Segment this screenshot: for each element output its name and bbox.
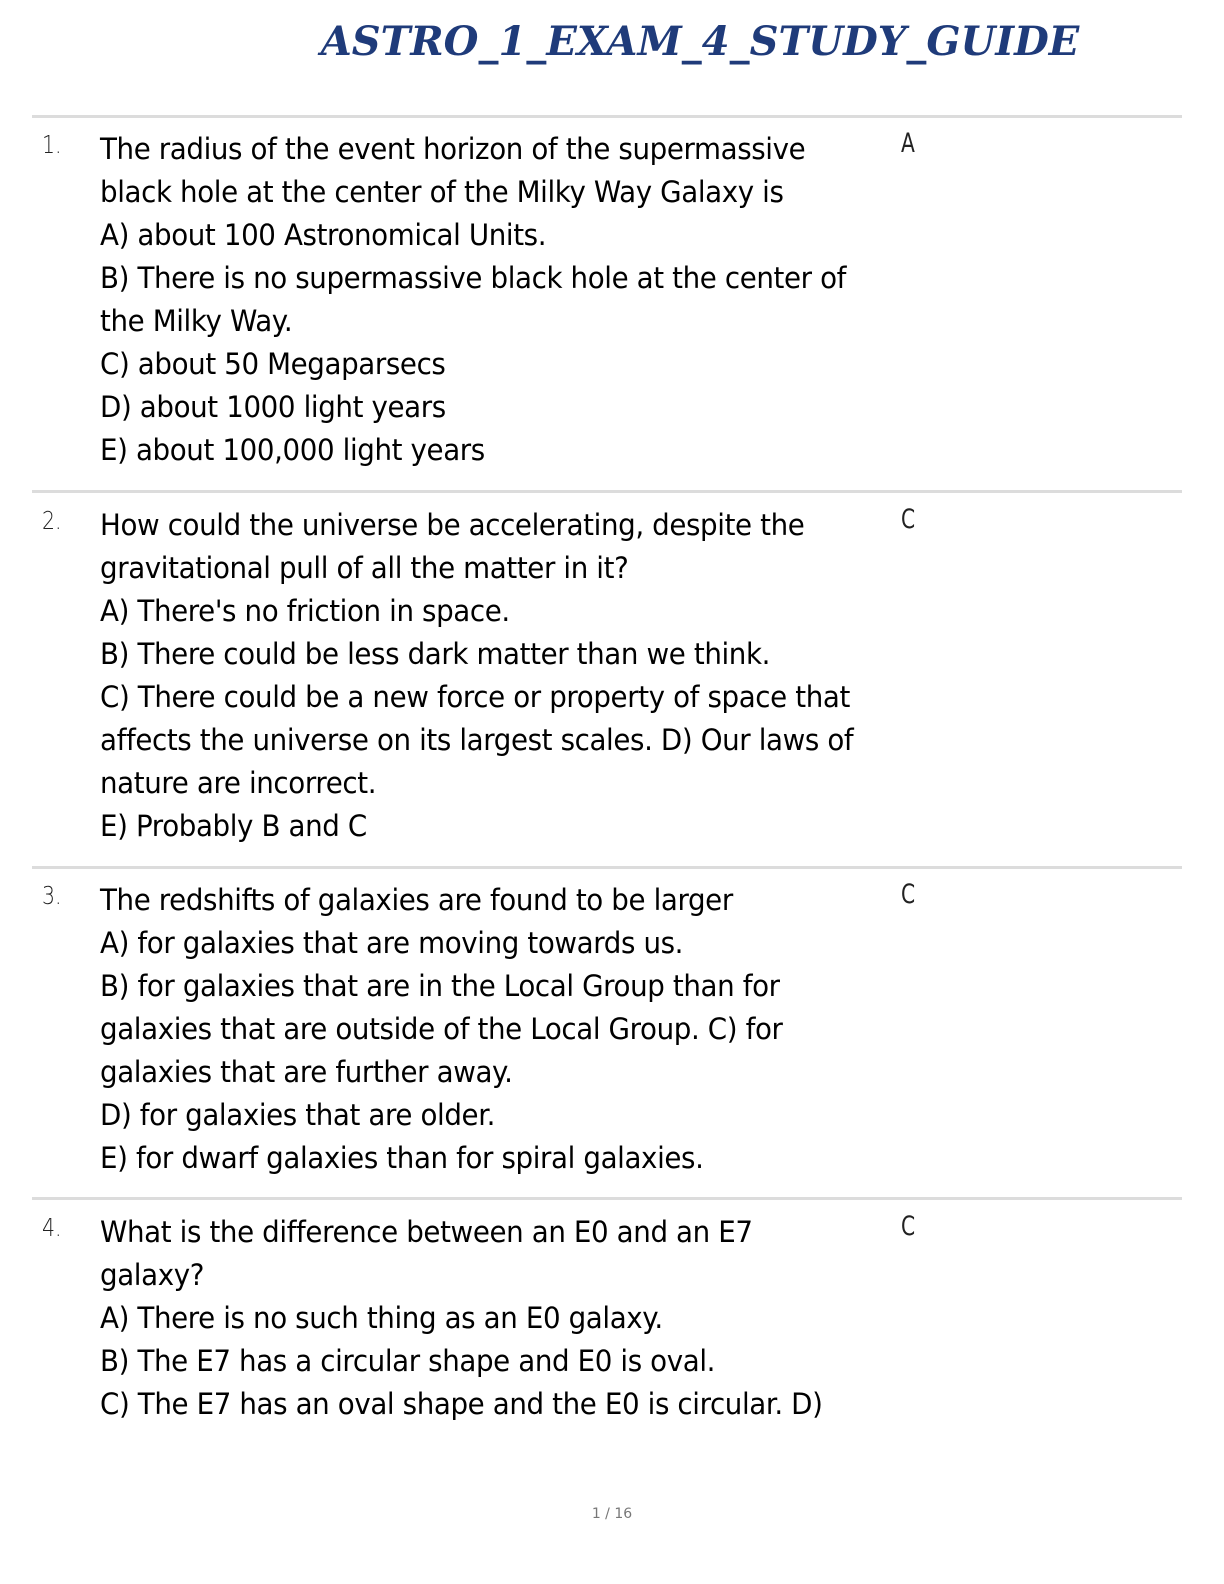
option-line: galaxies that are further away. <box>100 1055 513 1089</box>
question-line: black hole at the center of the Milky Way Galaxy is <box>100 175 784 209</box>
question-number: 2. <box>42 506 62 535</box>
option-line: E) for dwarf galaxies than for spiral galaxies. <box>100 1141 704 1175</box>
option-line: nature are incorrect. <box>100 766 377 800</box>
question-line: How could the universe be accelerating, despite the <box>100 508 805 542</box>
question-line: The radius of the event horizon of the supermassive <box>100 132 806 166</box>
option-line: A) for galaxies that are moving towards us. <box>100 926 684 960</box>
question-number: 1. <box>42 130 62 159</box>
question-text <box>100 1211 864 1426</box>
divider <box>32 115 1182 118</box>
option-line: A) There's no friction in space. <box>100 594 510 628</box>
question-text <box>100 128 864 472</box>
divider <box>32 1197 1182 1200</box>
page-indicator: 1 / 16 <box>591 1506 633 1522</box>
question-line: The redshifts of galaxies are found to be larger <box>100 883 733 917</box>
option-line: D) for galaxies that are older. <box>100 1098 496 1132</box>
question-number: 3. <box>42 881 62 910</box>
question-text <box>100 504 864 848</box>
option-line: A) There is no such thing as an E0 galaxy. <box>100 1301 663 1335</box>
document-title: ASTRO_1_EXAM_4_STUDY_GUIDE <box>320 18 1080 65</box>
divider <box>32 490 1182 493</box>
answer-key: C <box>901 879 916 910</box>
question-text <box>100 879 864 1180</box>
option-line: C) The E7 has an oval shape and the E0 is circular. D) <box>100 1387 823 1421</box>
divider <box>32 866 1182 869</box>
option-line: B) There could be less dark matter than we think. <box>100 637 771 671</box>
question-line: galaxy? <box>100 1258 205 1292</box>
option-line: D) about 1000 light years <box>100 390 446 424</box>
option-line: galaxies that are outside of the Local Group. C) for <box>100 1012 783 1046</box>
option-line: C) There could be a new force or property of space that <box>100 680 850 714</box>
option-line: B) The E7 has a circular shape and E0 is oval. <box>100 1344 716 1378</box>
option-line: the Milky Way. <box>100 304 293 338</box>
option-line: B) There is no supermassive black hole at the center of <box>100 261 847 295</box>
question-line: gravitational pull of all the matter in it? <box>100 551 629 585</box>
option-line: A) about 100 Astronomical Units. <box>100 218 547 252</box>
answer-key: A <box>901 128 915 159</box>
option-line: E) about 100,000 light years <box>100 433 485 467</box>
answer-key: C <box>901 1211 916 1242</box>
question-number: 4. <box>42 1213 62 1242</box>
question-line: What is the difference between an E0 and an E7 <box>100 1215 753 1249</box>
answer-key: C <box>901 504 916 535</box>
option-line: affects the universe on its largest scales. D) Our laws of <box>100 723 854 757</box>
option-line: E) Probably B and C <box>100 809 367 843</box>
option-line: C) about 50 Megaparsecs <box>100 347 446 381</box>
option-line: B) for galaxies that are in the Local Group than for <box>100 969 780 1003</box>
